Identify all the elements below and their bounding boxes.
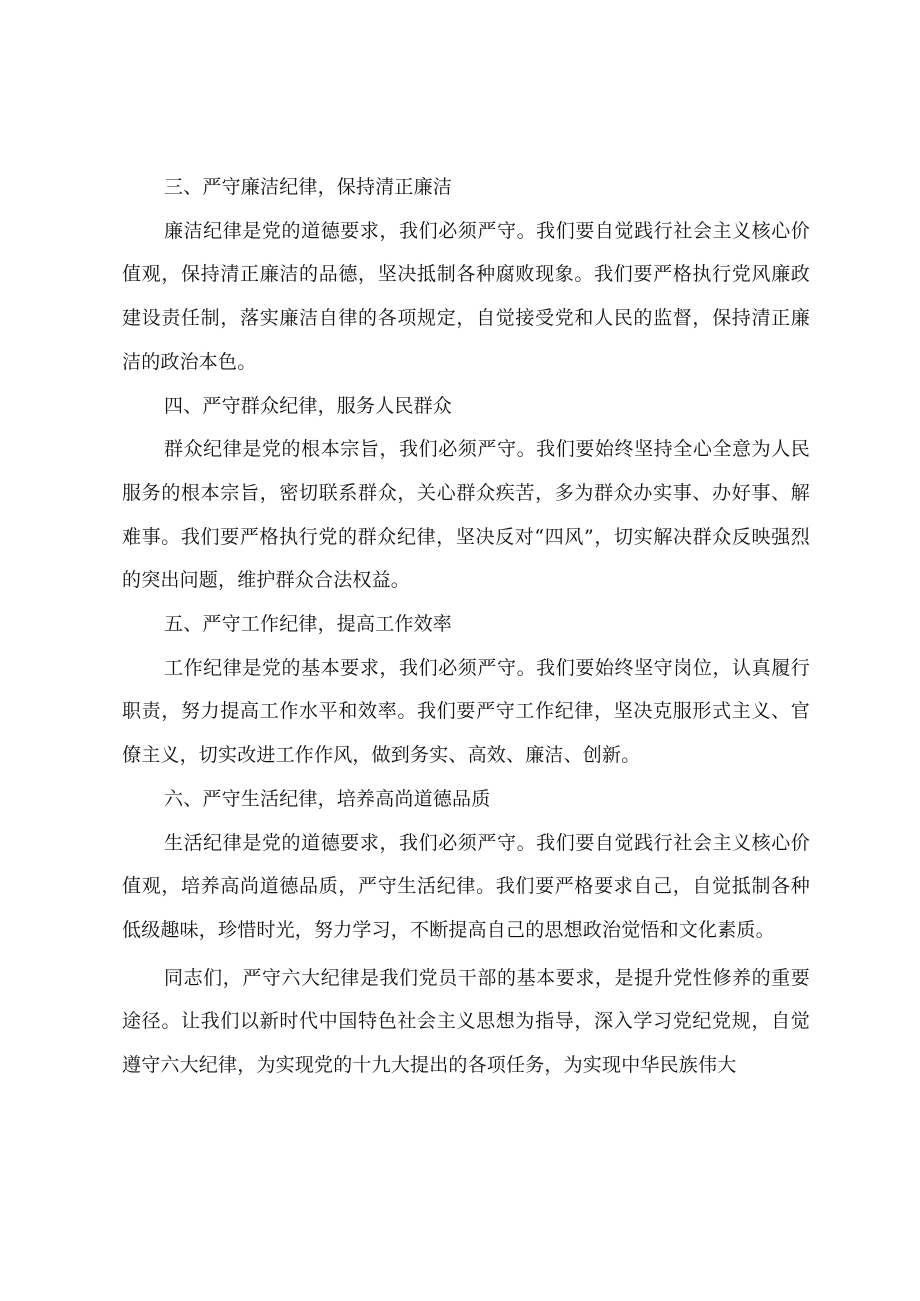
paragraph-integrity: 廉洁纪律是党的道德要求，我们必须严守。我们要自觉践行社会主义核心价值观，保持清正廉洁的品德，坚决抵制各种腐败现象。我们要严格执行党风廉政建设责任制，落实廉洁自律的各项规定，自觉接受党和人民的监督，保持清正廉洁的政治本色。 [122,219,810,373]
paragraph-closing: 同志们，严守六大纪律是我们党员干部的基本要求，是提升党性修养的重要途径。让我们以新时代中国特色社会主义思想为指导，深入学习党纪党规，自觉遵守六大纪律，为实现党的十九大提出的各项任务，为实现中华民族伟大 [122,966,810,1077]
paragraph-life: 生活纪律是党的道德要求，我们必须严守。我们要自觉践行社会主义核心价值观，培养高尚道德品质，严守生活纪律。我们要严格要求自己，自觉抵制各种低级趣味，珍惜时光，努力学习，不断提高自己的思想政治觉悟和文化素质。 [122,831,810,941]
section-heading-5: 五、严守工作纪律，提高工作效率 [164,613,453,636]
section-heading-4: 四、严守群众纪律，服务人民群众 [164,394,453,417]
section-heading-3: 三、严守廉洁纪律，保持清正廉洁 [164,176,453,198]
paragraph-masses: 群众纪律是党的根本宗旨，我们必须严守。我们要始终坚持全心全意为人民服务的根本宗旨，密切联系群众，关心群众疾苦，多为群众办实事、办好事、解难事。我们要严格执行党的群众纪律，坚决反对“四风”，切实解决群众反映强烈的突出问题，维护群众合法权益。 [122,438,810,592]
section-heading-6: 六、严守生活纪律，培养高尚道德品质 [164,787,491,810]
document-body [122,166,810,1088]
paragraph-work: 工作纪律是党的基本要求，我们必须严守。我们要始终坚守岗位，认真履行职责，努力提高工作水平和效率。我们要严守工作纪律，坚决克服形式主义、官僚主义，切实改进工作作风，做到务实、高效、廉洁、创新。 [122,656,810,767]
